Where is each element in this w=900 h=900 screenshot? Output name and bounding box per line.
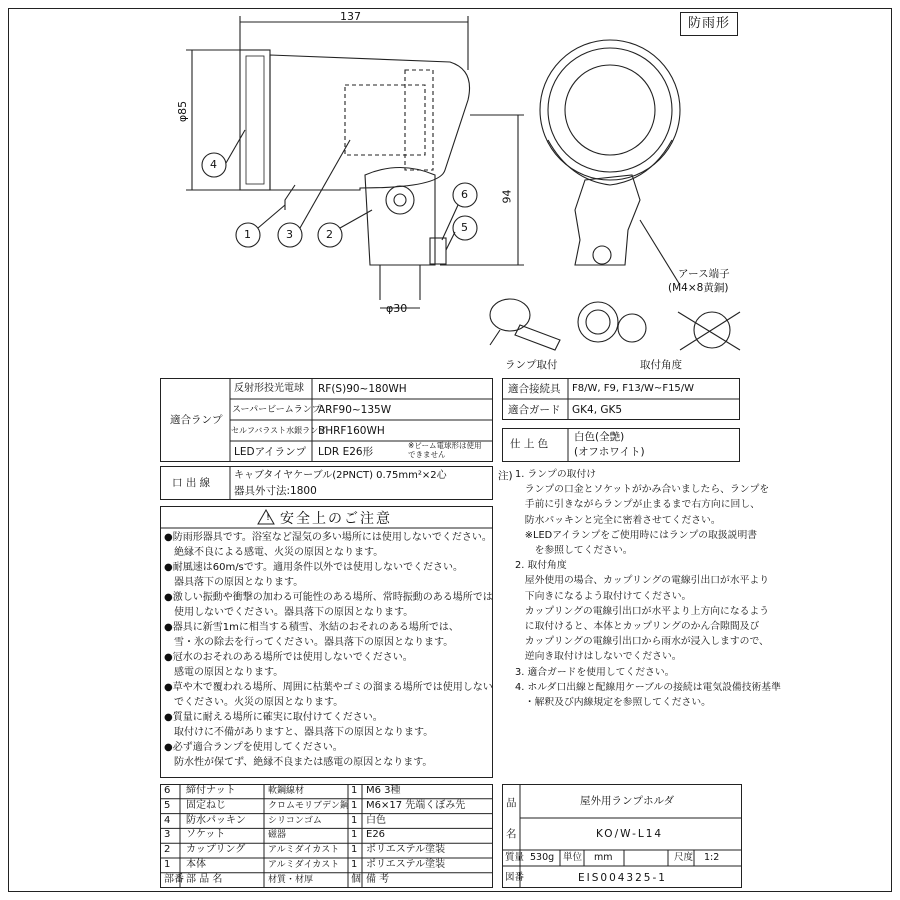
safety-line: ●冠水のおそれのある場所では使用しないでください。 xyxy=(164,652,413,663)
safety-line: ●草や木で覆われる場所、周囲に枯葉やゴミの溜まる場所では使用しない xyxy=(164,682,493,693)
parts-cell-no: 1 xyxy=(164,859,171,870)
unit-value: mm xyxy=(594,852,613,863)
guard-label: 適合ガード xyxy=(508,404,561,416)
zuban-label: 図番 xyxy=(505,872,525,883)
model-number: KO/W-L14 xyxy=(596,828,664,840)
scale-value: 1:2 xyxy=(704,852,720,863)
note-line: カップリングの電線引出口から雨水が浸入しますので、 xyxy=(515,636,769,648)
parts-cell-name: 締付ナット xyxy=(186,785,236,796)
note-line: 屋外使用の場合、カップリングの電線引出口が水平より xyxy=(515,575,770,587)
safety-line: ●器具に新雪1mに相当する積雪、氷結のおそれのある場所では、 xyxy=(164,622,459,633)
mass-value: 530g xyxy=(530,852,555,863)
parts-cell-name: カップリング xyxy=(186,844,246,856)
parts-cell-qty: 1 xyxy=(351,859,358,870)
parts-cell-qty: 1 xyxy=(351,785,358,796)
note-line: 3. 適合ガードを使用してください。 xyxy=(515,666,675,678)
note-line: ・解釈及び内線規定を参照してください。 xyxy=(515,697,711,708)
parts-cell-material: シリコンゴム xyxy=(268,815,322,826)
parts-header-no: 部番 xyxy=(164,873,184,885)
mass-label: 質量 xyxy=(505,852,525,863)
safety-line: ●質量に耐える場所に確実に取付けてください。 xyxy=(164,712,383,723)
lamp-value-3: BHRF160WH xyxy=(318,425,385,437)
scale-label: 尺度 xyxy=(674,852,694,863)
callout-6: 6 xyxy=(461,188,468,201)
parts-cell-remarks: M6 3種 xyxy=(366,785,401,796)
parts-cell-name: ソケット xyxy=(186,829,226,841)
lamp-type-1: 反射形投光電球 xyxy=(234,383,304,394)
dim-diameter-85: φ85 xyxy=(176,100,190,123)
product-name: 屋外用ランプホルダ xyxy=(580,795,675,807)
safety-line: 使用しないでください。器具落下の原因となります。 xyxy=(164,607,414,618)
parts-header-qty: 個 xyxy=(351,873,361,885)
drawing-number: EIS004325-1 xyxy=(578,872,667,884)
callout-3: 3 xyxy=(286,228,293,241)
parts-cell-remarks: M6×17 先端くぼみ先 xyxy=(366,799,466,811)
callout-4: 4 xyxy=(210,158,217,171)
mount-angle-caption: 取付角度 xyxy=(640,359,682,371)
note-line: 逆向き取付けはしないでください。 xyxy=(515,651,682,663)
warning-icon-mark: ! xyxy=(266,512,271,523)
safety-line: 防水性が保てず、絶縁不良または感電の原因となります。 xyxy=(164,757,433,768)
safety-line: でください。火災の原因となります。 xyxy=(164,697,344,708)
note-line: カップリングの電線引出口が水平より上方向になるよう xyxy=(515,605,770,617)
dim-width: 137 xyxy=(340,10,361,23)
parts-cell-material: アルミダイカスト xyxy=(268,860,340,870)
note-line: 4. ホルダ口出線と配線用ケーブルの接続は電気設備技術基準 xyxy=(515,681,781,693)
unit-label: 単位 xyxy=(563,852,583,863)
lamp-spec-category: 適合ランプ xyxy=(170,414,223,426)
parts-header-remarks: 備 考 xyxy=(366,873,390,885)
safety-line: 取付けに不備がありますと、器具落下の原因となります。 xyxy=(164,727,434,738)
lamp-value-1: RF(S)90~180WH xyxy=(318,383,407,395)
finish-label: 仕 上 色 xyxy=(510,438,549,450)
rainproof-badge: 防雨形 xyxy=(680,12,738,36)
outlet-value: キャブタイヤケーブル(2PNCT) 0.75mm²×2心 xyxy=(234,470,447,481)
parts-header-name: 部 品 名 xyxy=(186,873,223,885)
callout-5: 5 xyxy=(461,221,468,234)
note-line: 下向きになるよう取付けてください。 xyxy=(515,590,692,602)
parts-cell-no: 5 xyxy=(164,799,171,811)
safety-line: ●必ず適合ランプを使用してください。 xyxy=(164,742,343,753)
lamp-note-4: ※ビーム電球形は使用できません xyxy=(408,441,482,459)
parts-cell-name: 防水パッキン xyxy=(186,814,246,826)
note-line: 防水パッキンと完全に密着させてください。 xyxy=(515,514,721,526)
lamp-type-3: セルフバラスト水銀ランプ xyxy=(231,426,327,435)
safety-line: ●耐風速は60m/sです。適用条件以外では使用しないでください。 xyxy=(164,562,463,573)
parts-cell-name: 本体 xyxy=(186,859,206,870)
finish-value: 白色(全艶) xyxy=(574,431,625,443)
title-mei: 名 xyxy=(506,828,517,840)
parts-cell-no: 4 xyxy=(164,814,171,826)
safety-line: 雪・氷の除去を行ってください。器具落下の原因となります。 xyxy=(164,637,454,648)
parts-cell-qty: 1 xyxy=(351,799,358,811)
guard-value: GK4, GK5 xyxy=(572,404,623,416)
lamp-value-4: LDR E26形 xyxy=(318,446,374,458)
parts-cell-remarks: 白色 xyxy=(366,814,386,826)
connector-value: F8/W, F9, F13/W~F15/W xyxy=(572,383,695,394)
parts-cell-remarks: ポリエステル塗装 xyxy=(366,859,446,870)
safety-title: 安全上のご注意 xyxy=(280,511,392,527)
lamp-type-4: LEDアイランプ xyxy=(234,446,307,458)
note-line: 2. 取付角度 xyxy=(515,560,567,572)
parts-cell-no: 6 xyxy=(164,785,171,796)
parts-cell-qty: 1 xyxy=(351,829,358,841)
parts-cell-material: アルミダイカスト xyxy=(268,845,340,856)
parts-cell-no: 2 xyxy=(164,844,171,856)
note-line: に取付けると、本体とカップリングのかん合隙間及び xyxy=(515,621,760,632)
callout-1: 1 xyxy=(244,228,251,241)
parts-cell-material: 磁器 xyxy=(268,830,287,841)
lamp-value-2: ARF90~135W xyxy=(318,404,392,416)
parts-cell-name: 固定ねじ xyxy=(186,799,226,811)
safety-line: ●防雨形器具です。浴室など湿気の多い場所には使用しないでください。 xyxy=(164,532,492,543)
callout-2: 2 xyxy=(326,228,333,241)
parts-cell-qty: 1 xyxy=(351,844,358,856)
outlet-length: 器具外寸法:1800 xyxy=(234,485,317,497)
finish-value-sub: (オフホワイト) xyxy=(574,446,645,458)
earth-terminal-label: アース端子 xyxy=(678,268,730,280)
earth-terminal-spec: (M4×8黄銅) xyxy=(668,282,729,294)
parts-cell-material: クロムモリブデン鋼 xyxy=(268,800,349,811)
safety-line: ●激しい振動や衝撃の加わる可能性のある場所、常時振動のある場所では xyxy=(164,592,493,603)
notes-head: 注) xyxy=(498,470,513,482)
note-line: ランプの口金とソケットがかみ合いましたら、ランプを xyxy=(515,484,770,496)
note-line: 1. ランプの取付け xyxy=(515,469,597,480)
connector-label: 適合接続具 xyxy=(508,383,561,395)
safety-line: 絶縁不良による感電、火災の原因となります。 xyxy=(164,547,384,558)
parts-cell-material: 軟鋼線材 xyxy=(268,786,305,796)
dim-diameter-30: φ30 xyxy=(386,302,408,315)
parts-cell-remarks: ポリエステル塗装 xyxy=(366,844,446,856)
parts-cell-remarks: E26 xyxy=(366,829,386,841)
title-hin: 品 xyxy=(506,797,517,809)
lamp-mount-caption: ランプ取付 xyxy=(505,359,558,371)
outlet-label: 口 出 線 xyxy=(172,477,211,489)
note-line: ※LEDアイランプをご使用時にはランプの取扱説明書 xyxy=(515,529,758,541)
safety-line: 感電の原因となります。 xyxy=(164,667,284,678)
parts-cell-qty: 1 xyxy=(351,814,358,826)
dim-height-94: 94 xyxy=(500,189,514,204)
parts-header-material: 材質・材厚 xyxy=(268,874,314,885)
note-line: 手前に引きながらランプが止まるまで右方向に回し、 xyxy=(515,499,760,511)
parts-cell-no: 3 xyxy=(164,829,171,841)
safety-line: 器具落下の原因となります。 xyxy=(164,577,304,588)
note-line: を参照してください。 xyxy=(515,545,633,556)
lamp-type-2: スーパービームランプ xyxy=(232,405,321,415)
